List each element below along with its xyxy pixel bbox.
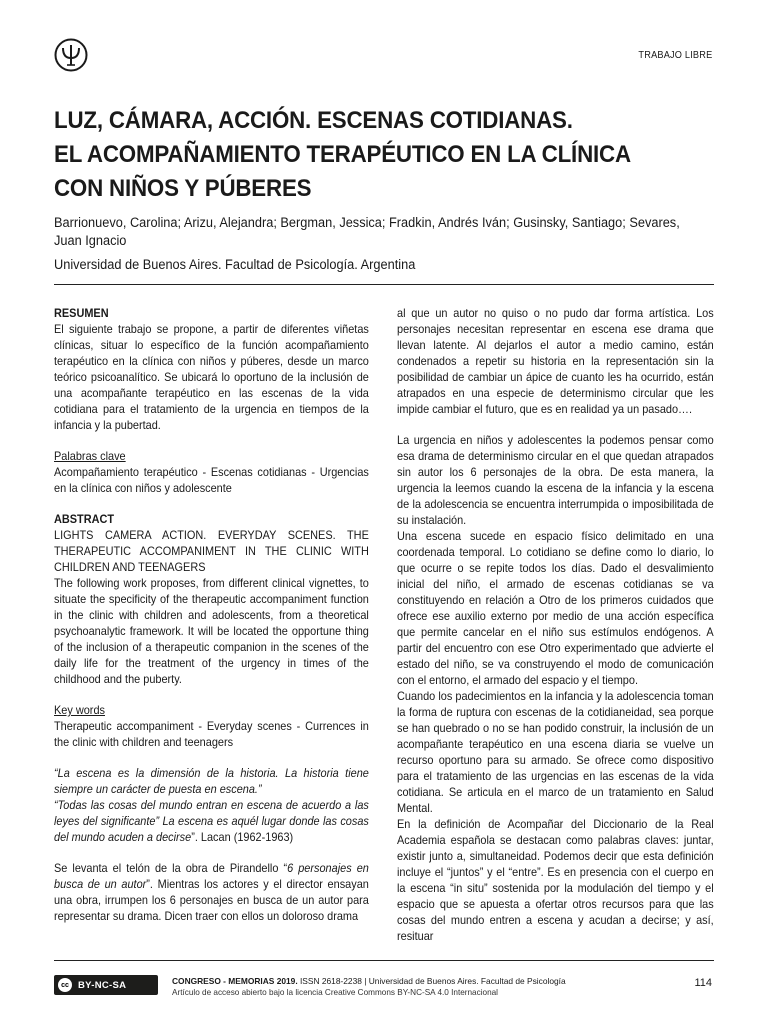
authors: Barrionuevo, Carolina; Arizu, Alejandra; Bergman, Jessica; Fradkin, Andrés Iván; Gusinsky, Santiago; Sevares, Juan Ignacio: [54, 215, 680, 249]
abstract-heading: ABSTRACT: [54, 512, 115, 526]
key-words-text: Therapeutic accompaniment - Everyday scenes - Currences in the clinic with children and teenagers: [54, 719, 369, 749]
body-right-p5: En la definición de Acompañar del Diccionario de la Real Academia española se destacan como palabras claves: juntar, existir junto a, simultaneidad. Podemos decir que esta definición incluye el “juntos” y el “entre”. Es en presencia con el cuerpo en la escena “in situ” sostenida por la modulación del tiempo y el espacio que se apuesta a ofertar otros recursos para que las cosas del mundo entren a escena y acudan a decirse; y así, resituar: [397, 817, 714, 943]
psi-logo-icon: [54, 38, 88, 72]
section-label: TRABAJO LIBRE: [638, 50, 712, 61]
title-line-2: EL ACOMPAÑAMIENTO TERAPÉUTICO EN LA CLÍNICA: [54, 141, 631, 168]
key-words-heading: Key words: [54, 703, 105, 717]
paper-title: [54, 104, 670, 206]
palabras-clave-text: Acompañamiento terapéutico - Escenas cotidianas - Urgencias en la clínica con niños y adolescente: [54, 465, 369, 495]
footer-license-note: Artículo de acceso abierto bajo la licencia Creative Commons BY-NC-SA 4.0 Internacional: [172, 988, 498, 997]
footer-issn: ISSN 2618-2238 | Universidad de Buenos Aires. Facultad de Psicología: [297, 976, 566, 986]
body-right-p2: La urgencia en niños y adolescentes la podemos pensar como esa drama de determinismo circular en el que quedan atrapados sin autor los 6 personajes de la obra. De esta manera, la urgencia la leemos cuando la escena de la infancia y la escena de la adolescencia se encuentra interrumpida o imposibilitada de su instalación.: [397, 433, 714, 527]
abstract-text: The following work proposes, from different clinical vignettes, to situate the specificity of the therapeutic accompaniment function in the clinic with children and adolescents, from a theoretical psychoanalytic framework. It will be located the opportune thing of the inclusion of a therapeutic companion in the scenes of the daily life for the treatment of the urgency in times of the childhood and the puberty.: [54, 576, 369, 686]
palabras-clave-heading: Palabras clave: [54, 449, 126, 463]
header-divider: [54, 284, 714, 285]
abstract-title: LIGHTS CAMERA ACTION. EVERYDAY SCENES. THE THERAPEUTIC ACCOMPANIMENT IN THE CLINIC WITH CHILDREN AND TEENAGERS: [54, 528, 369, 574]
affiliation: Universidad de Buenos Aires. Facultad de Psicología. Argentina: [54, 257, 416, 273]
body-left-p1-italic: 6 personajes en busca de un autor: [54, 861, 369, 891]
body-left-p1-b: ”. Mientras los actores y el director ensayan una obra, irrumpen los 6 personajes en busca de un autor para representar su drama. Dicen traer con ellos un doloroso drama: [54, 877, 369, 923]
quote-line-2-text: “Todas las cosas del mundo entran en escena de acuerdo a las leyes del significante” La escena es aquél lugar donde las cosas del mundo acuden a decirse: [54, 798, 369, 844]
footer-divider: [54, 960, 714, 961]
footer-congress: CONGRESO - MEMORIAS 2019.: [172, 976, 298, 986]
body-right-p4: Cuando los padecimientos en la infancia y la adolescencia toman la forma de ruptura con escenas de la cotidianeidad, sea porque se han quebrado o no se han podido construir, la inclusión de un acompañante terapéutico en una escena diaria se vuelve un recurso oportuno para su armado. Se ofrece como dispositivo para el tratamiento de las urgencias en las escenas de la vida cotidiana. Se articula en el marco de un tratamiento en Salud Mental.: [397, 689, 714, 815]
body-right-p1: al que un autor no quiso o no pudo dar forma artística. Los personajes necesitan representar en escena ese drama que llevan latente. Al dejarlos el autor a medio camino, están condenados a repetir su historia en la representación sin la posibilidad de cambiar un ápice de cuanto les ha ocurrido, están atrapados en una especie de determinismo circular que les impide cambiar el futuro, que es en realidad ya un pasado….: [397, 306, 714, 416]
quote-attribution: ”. Lacan (1962-1963): [191, 830, 294, 844]
page-number: 114: [694, 977, 712, 989]
footer-citation: [172, 976, 566, 986]
title-line-3: CON NIÑOS Y PÚBERES: [54, 175, 312, 202]
body-left-p1-a: Se levanta el telón de la obra de Pirandello “: [54, 861, 288, 875]
resumen-heading: RESUMEN: [54, 306, 109, 320]
license-badge-text: BY-NC-SA: [78, 979, 127, 991]
quote-line-1: “La escena es la dimensión de la historia. La historia tiene siempre un carácter de puesta en escena.”: [54, 766, 369, 796]
creative-commons-icon: cc: [58, 978, 72, 992]
title-line-1: LUZ, CÁMARA, ACCIÓN. ESCENAS COTIDIANAS.: [54, 107, 573, 134]
quote-line-2: [54, 797, 369, 845]
right-column: [397, 305, 714, 944]
body-left-paragraph: [54, 860, 369, 924]
left-column: [54, 305, 402, 924]
resumen-text: El siguiente trabajo se propone, a partir de diferentes viñetas clínicas, situar lo específico de la función acompañamiento terapéutico en la clínica con niños y púberes, desde un marco teórico psicoanalítico. Se ubicará lo oportuno de la inclusión de una acompañante terapéutico en las escenas de la vida cotidiana para el tratamiento de la urgencia en tiempos de la infancia y la pubertad.: [54, 322, 369, 432]
body-right-p3: Una escena sucede en espacio físico delimitado en una coordenada temporal. Lo cotidiano se define como lo diario, lo que ocurre o se repite todos los días. Dado el desvalimiento inicial del niño, el armado de escenas cotidianas se va constituyendo en relación a Otro de los primeros cuidados que ofrece ese auxilio externo por medio de una acción específica que permite cancelar en el niño sus estímulos endógenos. A partir del encuentro con ese Otro experimentado que advierte el estado del niño, se va construyendo el modo de comunicación con el entorno, el armado del espacio y el tiempo.: [397, 529, 714, 687]
cc-license-badge[interactable]: [54, 975, 158, 995]
